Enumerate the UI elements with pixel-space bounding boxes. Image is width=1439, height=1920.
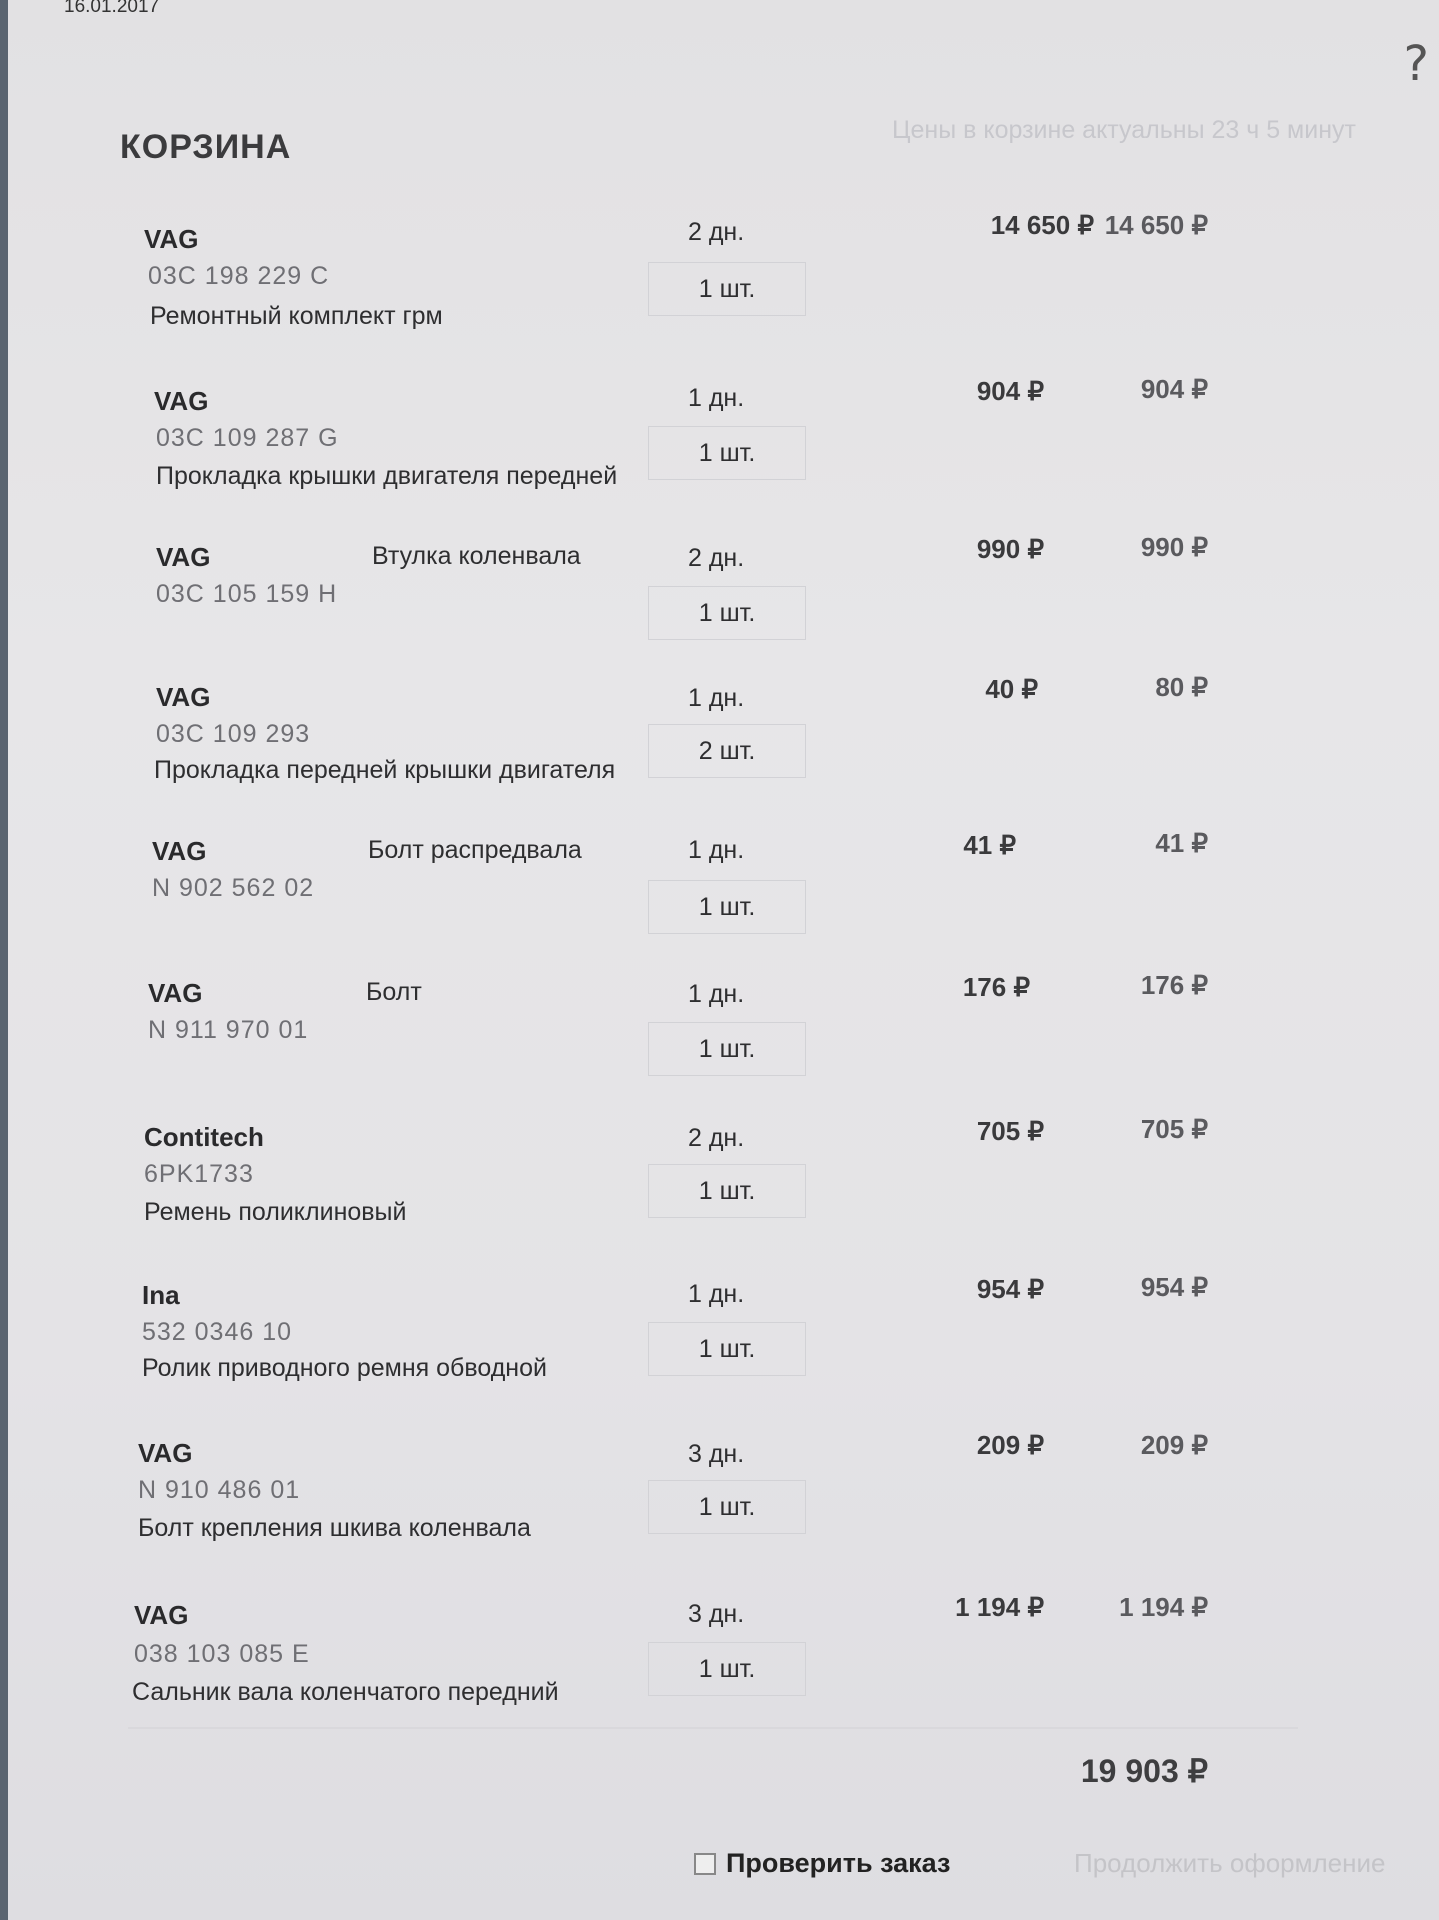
quantity-field[interactable]: 2 шт. [648,724,806,778]
total-divider [128,1727,1298,1729]
item-unit-price: 990 ₽ [976,534,1044,564]
item-delivery-days: 1 дн. [688,1280,745,1308]
item-sum-price: 1 194 ₽ [1119,1592,1208,1622]
item-unit-price: 41 ₽ [963,830,1016,860]
item-delivery-days: 2 дн. [688,218,745,246]
item-article: N 902 562 02 [152,874,315,902]
item-sum-price: 80 ₽ [1155,672,1208,702]
page-sheet [8,0,1439,1920]
item-unit-price: 40 ₽ [985,674,1038,704]
item-delivery-days: 2 дн. [688,544,745,572]
item-unit-price: 1 194 ₽ [955,1592,1044,1622]
check-order-checkbox[interactable] [694,1853,716,1875]
item-unit-price: 209 ₽ [976,1430,1044,1460]
quantity-field[interactable]: 1 шт. [648,1322,806,1376]
item-unit-price: 705 ₽ [976,1116,1044,1146]
item-name: Ролик приводного ремня обводной [142,1354,547,1382]
quantity-field[interactable]: 1 шт. [648,426,806,480]
quantity-field[interactable]: 1 шт. [648,1480,806,1534]
item-brand: VAG [144,224,199,254]
item-article: N 910 486 01 [138,1476,301,1504]
cart-item [8,532,1439,690]
quantity-field[interactable]: 1 шт. [648,1022,806,1076]
item-name: Сальник вала коленчатого передний [132,1678,559,1706]
cart-item [8,374,1439,532]
item-unit-price: 904 ₽ [976,376,1044,406]
quantity-field[interactable]: 1 шт. [648,1642,806,1696]
item-article: 6PK1733 [144,1160,254,1188]
item-article: 038 103 085 E [134,1640,310,1668]
item-sum-price: 41 ₽ [1155,828,1208,858]
item-sum-price: 14 650 ₽ [1104,210,1208,240]
quantity-field[interactable]: 1 шт. [648,1164,806,1218]
quantity-field[interactable]: 1 шт. [648,262,806,316]
item-sum-price: 176 ₽ [1140,970,1208,1000]
item-article: 03C 109 287 G [156,424,339,452]
item-article: 03C 105 159 H [156,580,338,608]
page-title: КОРЗИНА [120,128,292,166]
cart-item [8,210,1439,368]
item-brand: VAG [156,682,211,712]
price-validity-notice: Цены в корзине актуальны 23 ч 5 минут [892,116,1356,144]
item-article: N 911 970 01 [148,1016,309,1044]
item-brand: VAG [154,386,209,416]
item-brand: VAG [134,1600,189,1630]
quantity-field[interactable]: 1 шт. [648,586,806,640]
item-delivery-days: 3 дн. [688,1440,745,1468]
cart-item [8,970,1439,1126]
item-unit-price: 14 650 ₽ [990,210,1094,240]
quantity-field[interactable]: 1 шт. [648,880,806,934]
print-date: 16.01.2017 [64,0,160,17]
item-delivery-days: 1 дн. [688,684,745,712]
item-brand: Contitech [144,1122,264,1152]
item-sum-price: 209 ₽ [1140,1430,1208,1460]
item-brand: VAG [152,836,207,866]
item-article: 03C 198 229 C [148,262,330,290]
help-icon[interactable]: ? [1403,36,1429,92]
item-brand: VAG [148,978,203,1008]
item-brand: Ina [142,1280,180,1310]
cart-item [8,672,1439,830]
item-name: Болт [366,978,422,1006]
item-name: Втулка коленвала [372,542,581,570]
cart-item [8,1430,1439,1586]
item-unit-price: 954 ₽ [976,1274,1044,1304]
item-sum-price: 705 ₽ [1140,1114,1208,1144]
item-unit-price: 176 ₽ [962,972,1030,1002]
continue-checkout-button[interactable]: Продолжить оформление [1074,1848,1386,1878]
item-brand: VAG [156,542,211,572]
check-order-control[interactable] [694,1848,950,1879]
cart-total: 19 903 ₽ [1080,1753,1208,1789]
cart-item [8,828,1439,984]
item-article: 532 0346 10 [142,1318,293,1346]
cart-item [8,1114,1439,1270]
item-delivery-days: 3 дн. [688,1600,745,1628]
item-article: 03C 109 293 [156,720,311,748]
cart-item [8,1592,1439,1748]
cart-item [8,1272,1439,1428]
item-delivery-days: 2 дн. [688,1124,745,1152]
item-delivery-days: 1 дн. [688,836,745,864]
item-sum-price: 954 ₽ [1140,1272,1208,1302]
item-name: Прокладка крышки двигателя передней [156,462,618,490]
check-order-label[interactable]: Проверить заказ [726,1848,951,1878]
item-sum-price: 990 ₽ [1140,532,1208,562]
item-name: Болт крепления шкива коленвала [138,1514,531,1542]
item-sum-price: 904 ₽ [1140,374,1208,404]
item-name: Ремень поликлиновый [144,1198,407,1226]
item-delivery-days: 1 дн. [688,384,745,412]
item-brand: VAG [138,1438,193,1468]
item-name: Прокладка передней крышки двигателя [154,756,616,784]
item-name: Болт распредвала [368,836,582,864]
item-name: Ремонтный комплект грм [150,302,443,330]
item-delivery-days: 1 дн. [688,980,745,1008]
